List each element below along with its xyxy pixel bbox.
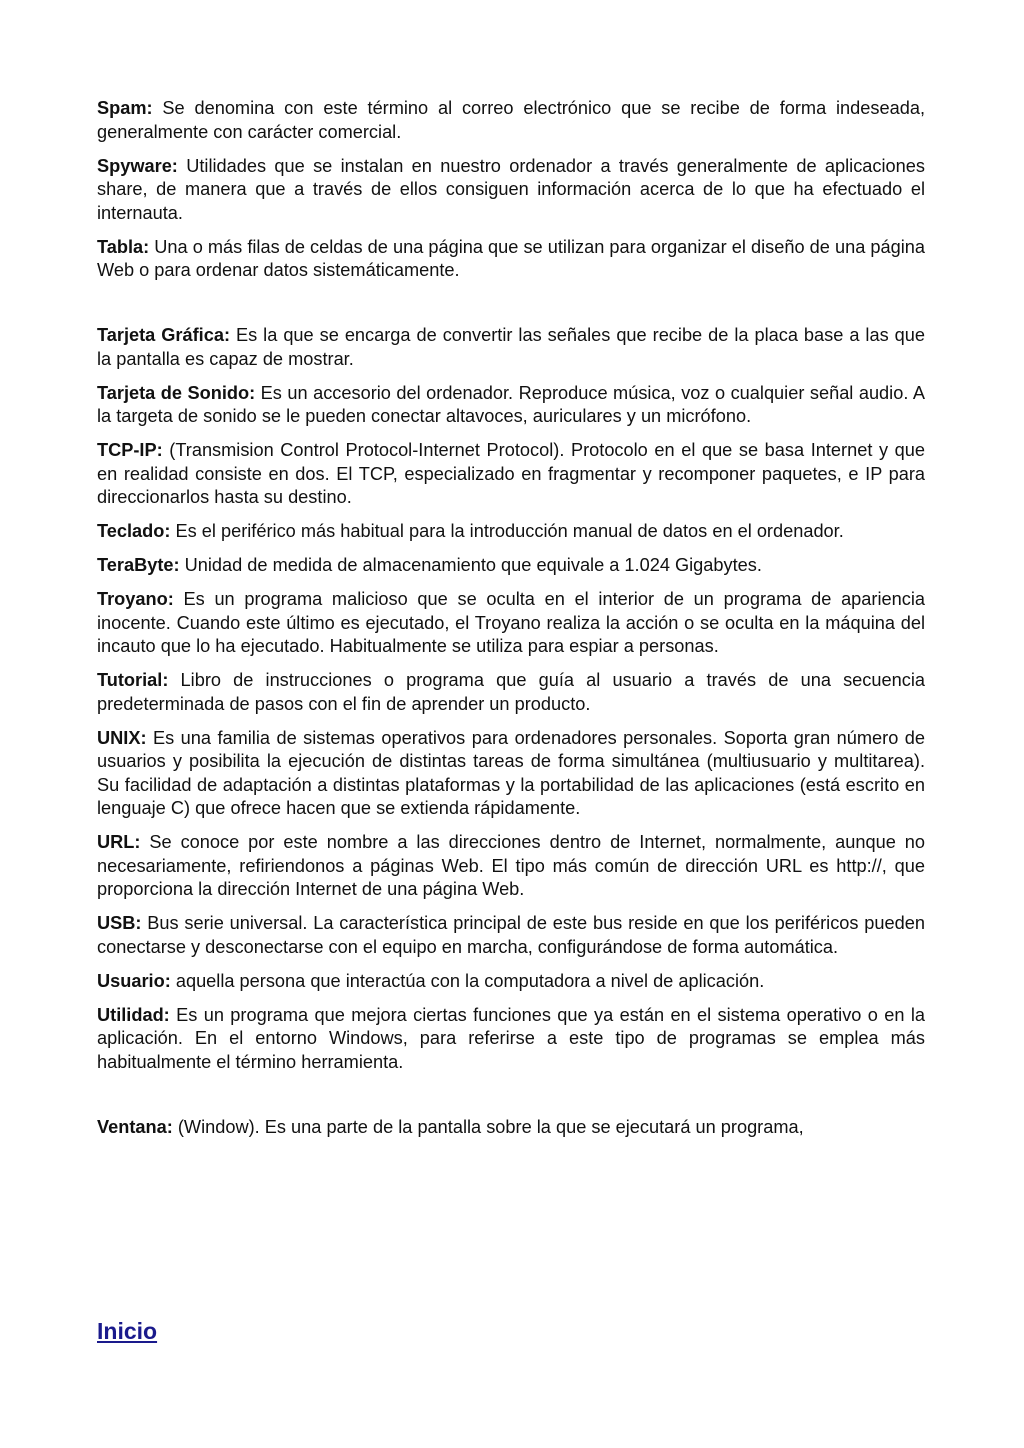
- spacer: [97, 293, 925, 324]
- entry-usb: [97, 912, 925, 959]
- entry-definition: Bus serie universal. La característica principal de este bus reside en que los periféricos pueden conectarse y desconectarse con el equipo en marcha, configurándose de forma automática.: [97, 913, 925, 957]
- entry-definition: Unidad de medida de almacenamiento que equivale a 1.024 Gigabytes.: [179, 555, 762, 575]
- entry-term: UNIX:: [97, 727, 147, 748]
- entry-definition: Se denomina con este término al correo electrónico que se recibe de forma indeseada, generalmente con carácter comercial.: [97, 98, 925, 142]
- entry-definition: Es la que se encarga de convertir las señales que recibe de la placa base a las que la pantalla es capaz de mostrar.: [97, 325, 925, 369]
- entry-ventana: [97, 1116, 925, 1140]
- entry-term: Troyano:: [97, 589, 174, 609]
- entry-term: TCP-IP:: [97, 440, 163, 460]
- entry-term: Spyware:: [97, 155, 178, 176]
- entry-definition: Libro de instrucciones o programa que guía al usuario a través de una secuencia predeterminada de pasos con el fin de aprender un producto.: [97, 670, 925, 714]
- entry-utilidad: [97, 1004, 925, 1075]
- entry-term: TeraByte:: [97, 555, 180, 575]
- entry-troyano: [97, 588, 925, 659]
- entry-term: Tarjeta Gráfica:: [97, 325, 231, 345]
- inicio-link[interactable]: Inicio: [97, 1318, 158, 1344]
- entry-term: Tabla:: [97, 236, 150, 257]
- entry-tutorial: [97, 669, 925, 716]
- entry-definition: Se conoce por este nombre a las direcciones dentro de Internet, normalmente, aunque no necesariamente, refiriendonos a páginas Web. El tipo más común de dirección URL es http://, que proporciona la dirección Internet de una página Web.: [97, 832, 925, 899]
- entry-definition: Utilidades que se instalan en nuestro ordenador a través generalmente de aplicaciones share, de manera que a través de ellos consiguen información acerca de lo que ha efectuado el internauta.: [97, 155, 925, 223]
- entry-term: Teclado:: [97, 521, 171, 541]
- entry-definition: (Window). Es una parte de la pantalla sobre la que se ejecutará un programa,: [172, 1116, 804, 1137]
- entry-definition: (Transmision Control Protocol-Internet Protocol). Protocolo en el que se basa Internet y que en realidad consiste en dos. El TCP, especializado en fragmentar y recomponer paquetes, e IP para direccionarlos hasta su destino.: [97, 440, 925, 507]
- entry-definition: Es un programa que mejora ciertas funciones que ya están en el sistema operativo o en la aplicación. En el entorno Windows, para referirse a este tipo de programas se emplea más habitualmente el término herramienta.: [97, 1004, 925, 1072]
- entry-tabla: [97, 236, 925, 283]
- entry-url: [97, 831, 925, 902]
- entry-spam: [97, 97, 925, 144]
- entry-definition: Es el periférico más habitual para la introducción manual de datos en el ordenador.: [170, 521, 844, 541]
- entry-tcp-ip: [97, 439, 925, 510]
- entry-spyware: [97, 155, 925, 226]
- entry-term: Tutorial:: [97, 670, 169, 690]
- entry-usuario: [97, 970, 925, 994]
- entry-definition: aquella persona que interactúa con la computadora a nivel de aplicación.: [170, 970, 765, 991]
- entry-teclado: [97, 520, 925, 544]
- entry-term: USB:: [97, 913, 142, 933]
- entry-term: Usuario:: [97, 970, 171, 991]
- entry-tarjeta-grafica: [97, 324, 925, 371]
- entry-definition: Es un programa malicioso que se oculta en el interior de un programa de apariencia inocente. Cuando este último es ejecutado, el Troyano realiza la acción o se oculta en la máquina del incauto que lo ha ejecutado. Habitualmente se utiliza para espiar a personas.: [97, 589, 925, 656]
- entry-definition: Es un accesorio del ordenador. Reproduce música, voz o cualquier señal audio. A la targeta de sonido se le pueden conectar altavoces, auriculares y un micrófono.: [97, 382, 925, 426]
- entry-term: URL:: [97, 832, 141, 852]
- entry-tarjeta-sonido: [97, 382, 925, 429]
- glossary-body: [97, 97, 925, 1150]
- entry-definition: Es una familia de sistemas operativos para ordenadores personales. Soporta gran número de usuarios y posibilita la ejecución de distintas tareas de forma simultánea (multiusuario y multitarea). Su facilidad de adaptación a distintas plataformas y la portabilidad de las aplicaciones (está escrito en lenguaje C) que ofrece hacen que se extienda rápidamente.: [97, 727, 925, 818]
- entry-term: Utilidad:: [97, 1004, 170, 1025]
- spacer: [97, 1085, 925, 1116]
- entry-unix: [97, 727, 925, 821]
- entry-term: Spam:: [97, 98, 153, 118]
- entry-terabyte: [97, 554, 925, 578]
- entry-term: Tarjeta de Sonido:: [97, 382, 256, 403]
- entry-term: Ventana:: [97, 1116, 173, 1137]
- entry-definition: Una o más filas de celdas de una página que se utilizan para organizar el diseño de una página Web o para ordenar datos sistemáticamente.: [97, 236, 925, 280]
